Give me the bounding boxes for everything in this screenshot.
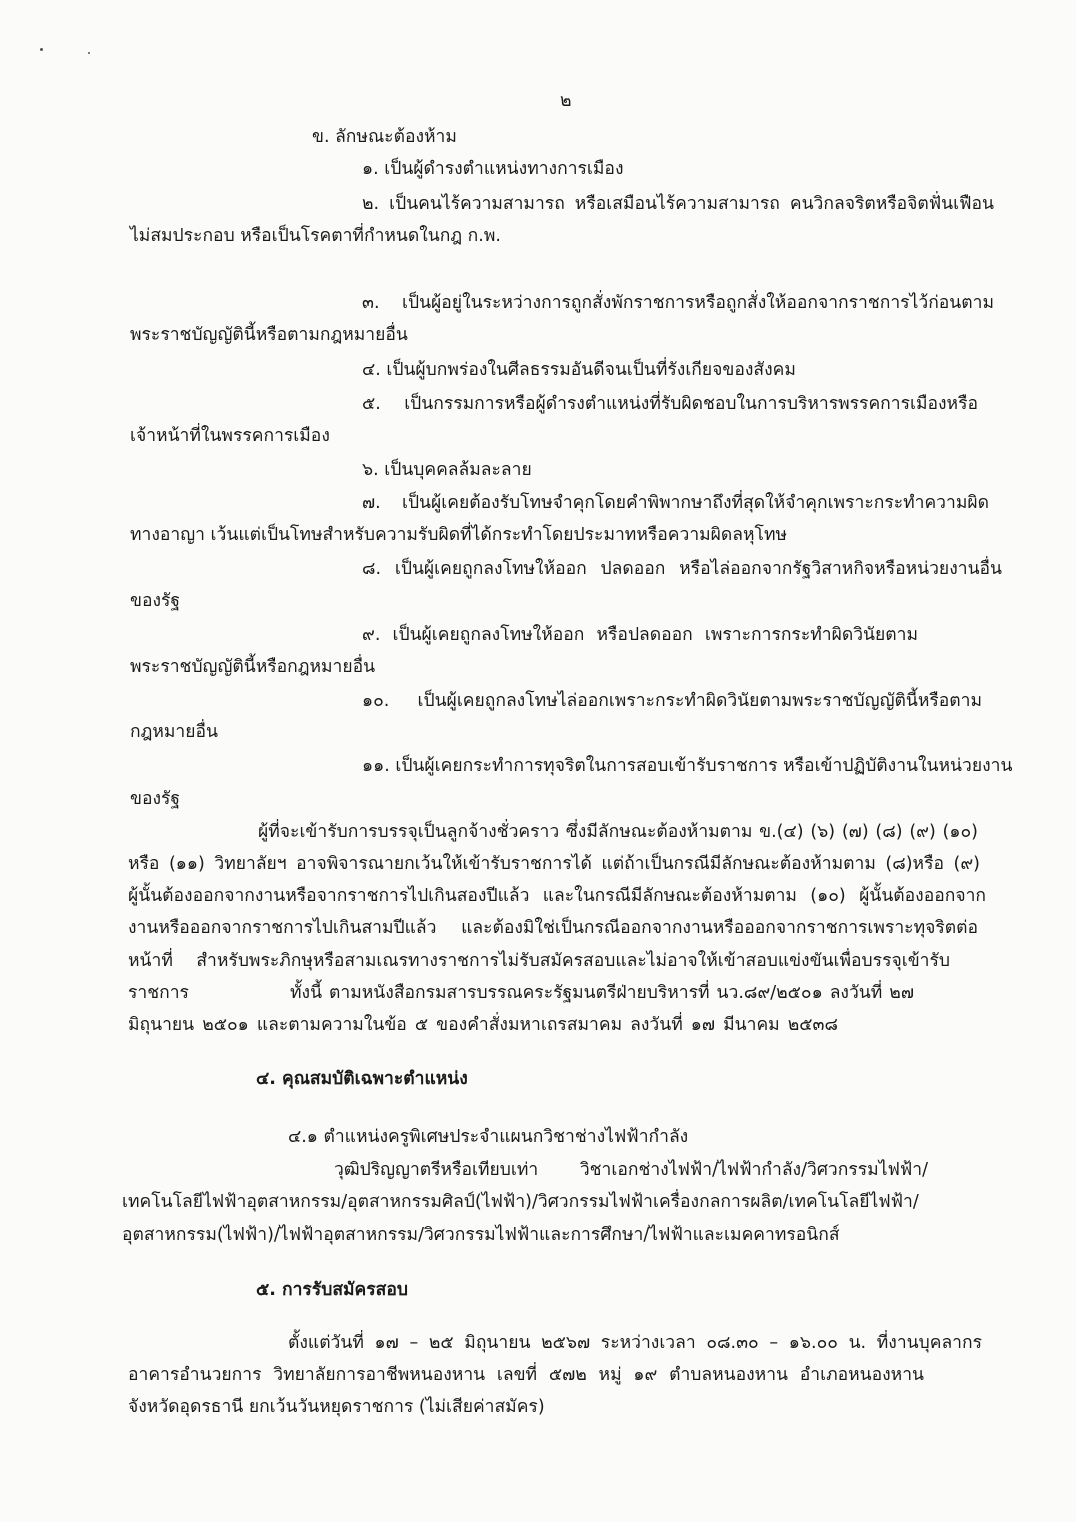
item-6: ๖. เป็นบุคคลล้มละลาย [362, 460, 532, 480]
exemption-paragraph-line-3: ผู้นั้นต้องออกจากงานหรือจากราชการไปเกินสองปีแล้ว และในกรณีมีลักษณะต้องห้ามตาม (๑๐) ผู้นั้นต้องออกจาก [128, 886, 986, 906]
page-number: ๒ [560, 91, 572, 111]
item-1: ๑. เป็นผู้ดำรงตำแหน่งทางการเมือง [362, 159, 624, 179]
item-10-line-1: ๑๐. เป็นผู้เคยถูกลงโทษไล่ออกเพราะกระทำผิดวินัยตามพระราชบัญญัตินี้หรือตาม [362, 691, 982, 711]
section-4-1-heading: ๔.๑ ตำแหน่งครูพิเศษประจำแผนกวิชาช่างไฟฟ้ากำลัง [288, 1127, 689, 1147]
application-line-2: อาคารอำนวยการ วิทยาลัยการอาชีพหนองหาน เลขที่ ๕๗๒ หมู่ ๑๙ ตำบลหนองหาน อำเภอหนองหาน [128, 1365, 924, 1385]
qualification-line-2: เทคโนโลยีไฟฟ้าอุตสาหกรรม/อุตสาหกรรมศิลป์(ไฟฟ้า)/วิศวกรรมไฟฟ้าเครื่องกลการผลิต/เทคโนโลยีไฟฟ้า/ [122, 1192, 919, 1212]
item-5-line-2: เจ้าหน้าที่ในพรรคการเมือง [130, 426, 330, 446]
item-2-line-1: ๒. เป็นคนไร้ความสามารถ หรือเสมือนไร้ความสามารถ คนวิกลจริตหรือจิตฟั่นเฟือน [362, 194, 994, 214]
section-5-heading: ๕. การรับสมัครสอบ [256, 1280, 408, 1300]
item-8-line-1: ๘. เป็นผู้เคยถูกลงโทษให้ออก ปลดออก หรือไล่ออกจากรัฐวิสาหกิจหรือหน่วยงานอื่น [362, 559, 1002, 579]
item-11-line-2: ของรัฐ [130, 789, 181, 809]
section-4-heading: ๔. คุณสมบัติเฉพาะตำแหน่ง [256, 1069, 468, 1089]
application-line-3: จังหวัดอุดรธานี ยกเว้นวันหยุดราชการ (ไม่เสียค่าสมัคร) [128, 1397, 545, 1417]
item-2-line-2: ไม่สมประกอบ หรือเป็นโรคตาที่กำหนดในกฎ ก.พ. [130, 226, 501, 246]
item-7-line-2: ทางอาญา เว้นแต่เป็นโทษสำหรับความรับผิดที่ได้กระทำโดยประมาทหรือความผิดลหุโทษ [130, 525, 788, 545]
item-9-line-2: พระราชบัญญัตินี้หรือกฎหมายอื่น [130, 657, 376, 677]
qualification-line-3: อุตสาหกรรม(ไฟฟ้า)/ไฟฟ้าอุตสาหกรรม/วิศวกรรมไฟฟ้าและการศึกษา/ไฟฟ้าและเมคคาทรอนิกส์ [122, 1225, 840, 1245]
item-7-line-1: ๗. เป็นผู้เคยต้องรับโทษจำคุกโดยคำพิพากษาถึงที่สุดให้จำคุกเพราะกระทำความผิด [362, 493, 989, 513]
exemption-paragraph-line-7: มิถุนายน ๒๕๐๑ และตามความในข้อ ๕ ของคำสั่งมหาเถรสมาคม ลงวันที่ ๑๗ มีนาคม ๒๕๓๘ [128, 1015, 838, 1035]
exemption-paragraph-line-2: หรือ (๑๑) วิทยาลัยฯ อาจพิจารณายกเว้นให้เข้ารับราชการได้ แต่ถ้าเป็นกรณีมีลักษณะต้องห้ามตาม (๘)หรือ (๙) [128, 854, 980, 874]
scan-speck [40, 48, 43, 51]
item-9-line-1: ๙. เป็นผู้เคยถูกลงโทษให้ออก หรือปลดออก เพราะการกระทำผิดวินัยตาม [362, 625, 918, 645]
qualification-line-1: วุฒิปริญญาตรีหรือเทียบเท่า วิชาเอกช่างไฟฟ้า/ไฟฟ้ากำลัง/วิศวกรรมไฟฟ้า/ [334, 1160, 928, 1180]
exemption-paragraph-line-1: ผู้ที่จะเข้ารับการบรรจุเป็นลูกจ้างชั่วคราว ซึ่งมีลักษณะต้องห้ามตาม ข.(๔) (๖) (๗) (๘) (๙) (๑๐) [258, 822, 978, 842]
exemption-paragraph-line-4: งานหรือออกจากราชการไปเกินสามปีแล้ว และต้องมิใช่เป็นกรณีออกจากงานหรือออกจากราชการเพราะทุจริตต่อ [128, 918, 978, 938]
item-5-line-1: ๕. เป็นกรรมการหรือผู้ดำรงตำแหน่งที่รับผิดชอบในการบริหารพรรคการเมืองหรือ [362, 394, 978, 414]
item-10-line-2: กฎหมายอื่น [130, 722, 218, 742]
item-4: ๔. เป็นผู้บกพร่องในศีลธรรมอันดีจนเป็นที่รังเกียจของสังคม [362, 360, 796, 380]
item-3-line-2: พระราชบัญญัตินี้หรือตามกฎหมายอื่น [130, 325, 408, 345]
application-line-1: ตั้งแต่วันที่ ๑๗ – ๒๕ มิถุนายน ๒๕๖๗ ระหว่างเวลา ๐๘.๓๐ – ๑๖.๐๐ น. ที่งานบุคลากร [288, 1333, 982, 1353]
scan-speck [88, 52, 90, 54]
exemption-paragraph-line-6a: ราชการ [128, 983, 189, 1003]
exemption-paragraph-line-5: หน้าที่ สำหรับพระภิกษุหรือสามเณรทางราชการไม่รับสมัครสอบและไม่อาจให้เข้าสอบแข่งขันเพื่อบรรจุเข้ารับ [128, 951, 950, 971]
item-8-line-2: ของรัฐ [130, 591, 181, 611]
section-kh-heading: ข. ลักษณะต้องห้าม [312, 127, 457, 147]
exemption-paragraph-line-6b: ทั้งนี้ ตามหนังสือกรมสารบรรณคระรัฐมนตรีฝ่ายบริหารที่ นว.๘๙/๒๕๐๑ ลงวันที่ ๒๗ [290, 983, 914, 1003]
item-3-line-1: ๓. เป็นผู้อยู่ในระหว่างการถูกสั่งพักราชการหรือถูกสั่งให้ออกจากราชการไว้ก่อนตาม [362, 293, 994, 313]
item-11-line-1: ๑๑. เป็นผู้เคยกระทำการทุจริตในการสอบเข้ารับราชการ หรือเข้าปฏิบัติงานในหน่วยงาน [362, 756, 1013, 776]
